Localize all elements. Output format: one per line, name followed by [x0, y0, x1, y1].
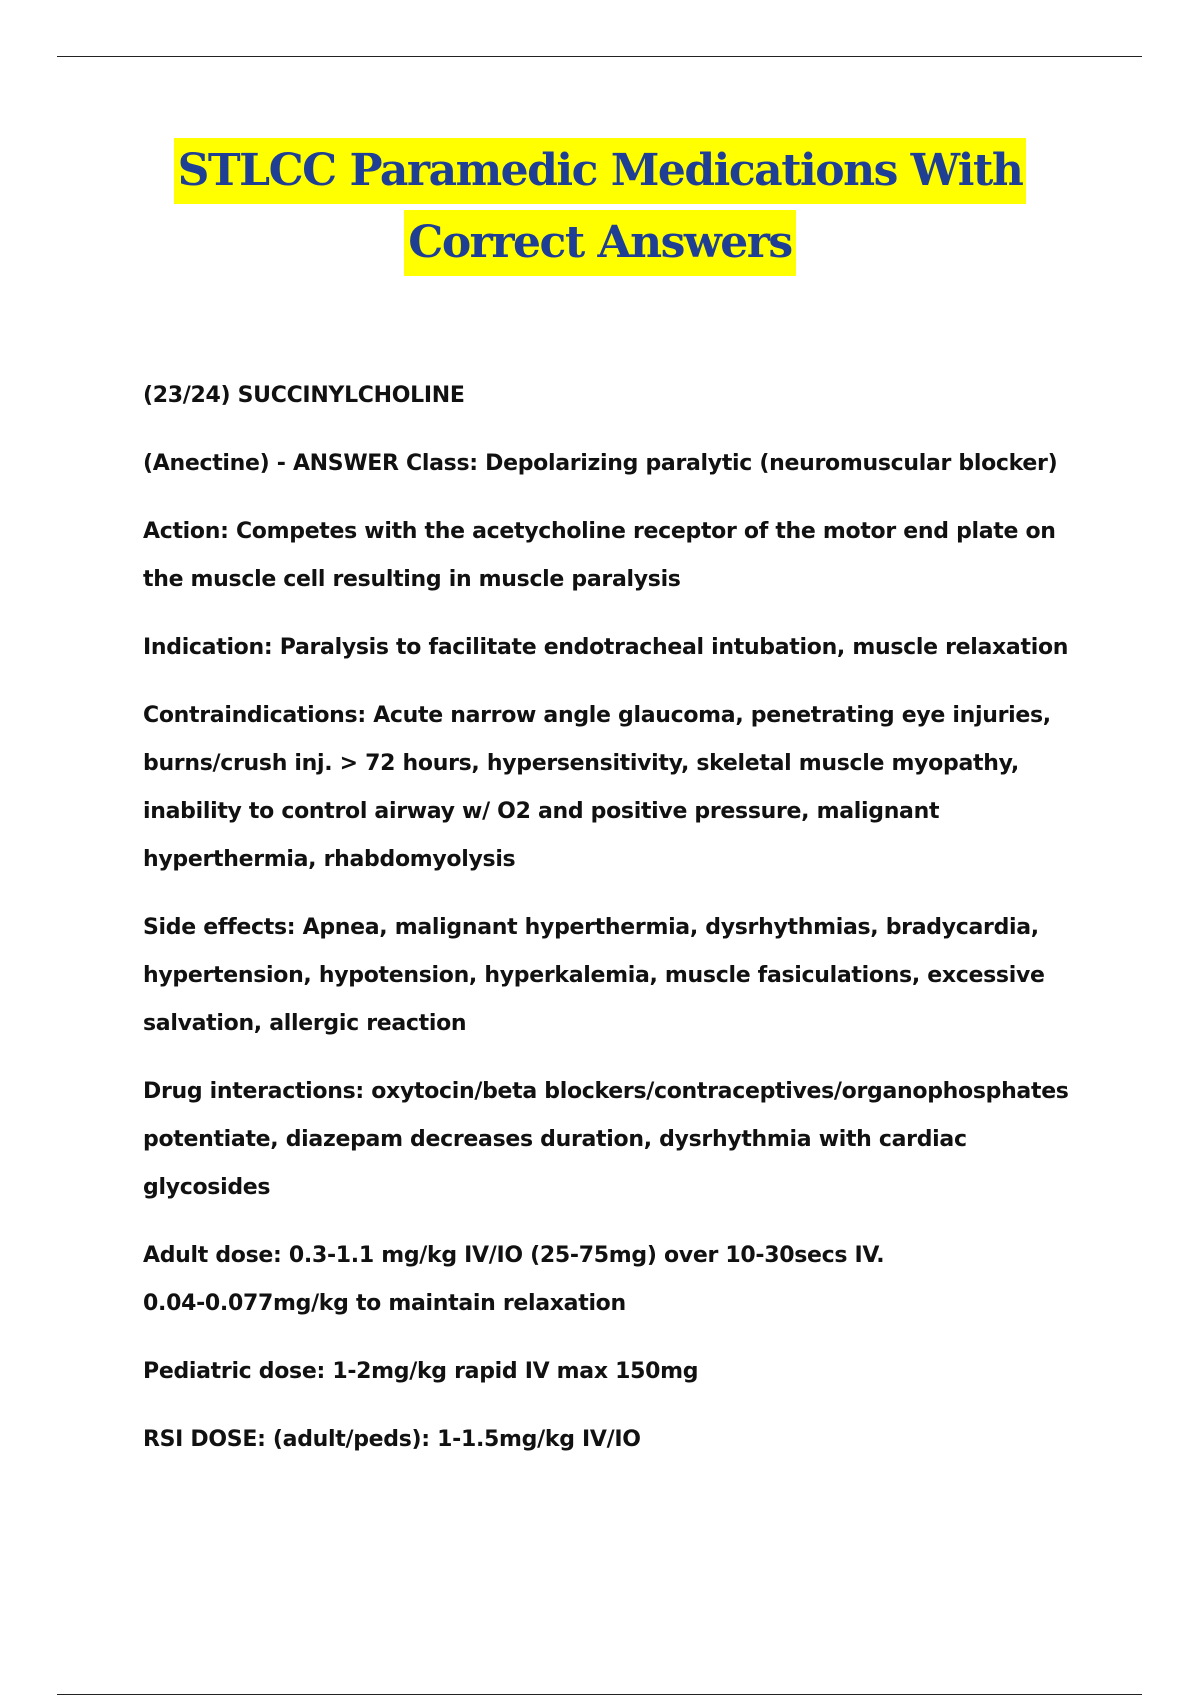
paragraph-adult-dose: Adult dose: 0.3-1.1 mg/kg IV/IO (25-75mg) over 10-30secs IV. 0.04-0.077mg/kg to maintain relaxation: [143, 1243, 885, 1316]
paragraph-class: (Anectine) - ANSWER Class: Depolarizing paralytic (neuromuscular blocker): [143, 451, 1058, 476]
title-line-1: STLCC Paramedic Medications With: [174, 138, 1027, 204]
paragraph-side-effects: Side effects: Apnea, malignant hyperthermia, dysrhythmias, bradycardia, hypertension, hypotension, hyperkalemia, muscle fasiculations, excessive salvation, allergic reaction: [143, 915, 1045, 1036]
title-line-2: Correct Answers: [404, 210, 795, 276]
paragraph-drug-interactions: Drug interactions: oxytocin/beta blockers/contraceptives/organophosphates potentiate, diazepam decreases duration, dysrhythmia with cardiac glycosides: [143, 1079, 1069, 1200]
document-body: [143, 372, 1093, 1484]
paragraph-rsi-dose: RSI DOSE: (adult/peds): 1-1.5mg/kg IV/IO: [143, 1427, 641, 1452]
paragraph-contraindications: Contraindications: Acute narrow angle glaucoma, penetrating eye injuries, burns/crush inj. > 72 hours, hypersensitivity, skeletal muscle myopathy, inability to control airway w/ O2 and positive pressure, malignant hyperthermia, rhabdomyolysis: [143, 703, 1051, 872]
paragraph-indication: Indication: Paralysis to facilitate endotracheal intubation, muscle relaxation: [143, 635, 1069, 660]
top-rule: [57, 56, 1142, 57]
document-title: [0, 138, 1200, 276]
bottom-rule: [57, 1694, 1142, 1695]
paragraph-action: Action: Competes with the acetycholine receptor of the motor end plate on the muscle cell resulting in muscle paralysis: [143, 519, 1056, 592]
paragraph-pediatric-dose: Pediatric dose: 1-2mg/kg rapid IV max 150mg: [143, 1359, 699, 1384]
heading-drug-name: (23/24) SUCCINYLCHOLINE: [143, 383, 465, 408]
